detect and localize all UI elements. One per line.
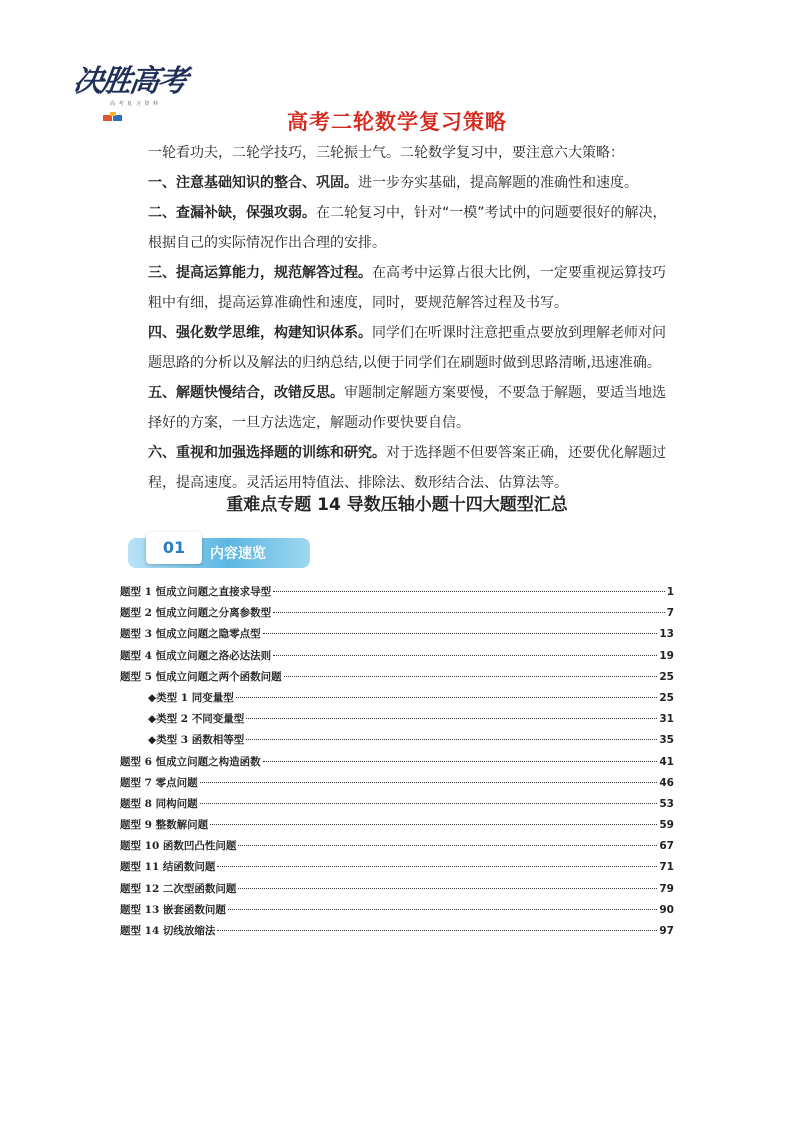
toc-entry-title: ◆类型 1 同变量型 bbox=[148, 691, 234, 704]
toc-entry-title: 题型 3 恒成立问题之隐零点型 bbox=[120, 628, 261, 641]
toc-leader-dots bbox=[273, 655, 657, 656]
toc-leader-dots bbox=[217, 930, 657, 931]
logo-subtitle: 高 考 复 习 资 料 bbox=[110, 101, 159, 107]
strategy-paragraph bbox=[148, 198, 678, 258]
toc-entry[interactable] bbox=[120, 859, 674, 880]
toc-entry-page: 25 bbox=[659, 670, 674, 683]
section-banner bbox=[128, 532, 310, 570]
strategy-paragraph bbox=[148, 318, 678, 378]
toc-entry[interactable] bbox=[120, 775, 674, 796]
toc-leader-dots bbox=[273, 591, 665, 592]
toc-entry[interactable] bbox=[120, 838, 674, 859]
toc-entry[interactable] bbox=[120, 626, 674, 647]
toc-entry-page: 53 bbox=[659, 797, 674, 810]
toc-entry-title: ◆类型 3 函数相等型 bbox=[148, 734, 245, 747]
strategy-paragraph bbox=[148, 138, 678, 168]
toc-entry[interactable] bbox=[120, 817, 674, 838]
toc-entry[interactable] bbox=[120, 881, 674, 902]
strategy-heading: 五、解题快慢结合，改错反思。 bbox=[148, 385, 344, 401]
toc-entry[interactable] bbox=[120, 732, 674, 753]
strategy-text: 同学们在听课时注意把重点要放到理解老师对问题思路的分析以及解法的归纳总结,以便于同学们在刷题时做到思路清晰,迅速准确。 bbox=[148, 325, 666, 371]
toc-leader-dots bbox=[217, 866, 657, 867]
toc-entry-page: 41 bbox=[659, 755, 674, 768]
toc-entry-title: 题型 1 恒成立问题之直接求导型 bbox=[120, 586, 272, 598]
strategy-heading: 四、强化数学思维，构建知识体系。 bbox=[148, 325, 372, 341]
toc-entry-page: 35 bbox=[659, 734, 674, 747]
strategy-text: 在二轮复习中，针对“一模”考试中的问题要很好的解决，根据自己的实际情况作出合理的安排。 bbox=[148, 205, 667, 251]
strategy-heading: 三、提高运算能力，规范解答过程。 bbox=[148, 265, 372, 281]
toc-entry-page: 31 bbox=[659, 713, 674, 726]
toc-leader-dots bbox=[246, 739, 657, 740]
toc-entry-title: 题型 13 嵌套函数问题 bbox=[120, 903, 226, 916]
toc-leader-dots bbox=[200, 782, 658, 783]
strategy-text: 一轮看功夫，二轮学技巧，三轮振士气。二轮数学复习中，要注意六大策略： bbox=[148, 145, 624, 161]
toc-leader-dots bbox=[200, 803, 658, 804]
banner-number: 01 bbox=[146, 532, 202, 564]
toc-entry-title: 题型 2 恒成立问题之分离参数型 bbox=[120, 607, 272, 620]
strategy-paragraph bbox=[148, 258, 678, 318]
toc-entry-page: 90 bbox=[659, 903, 674, 916]
strategy-paragraph bbox=[148, 378, 678, 438]
toc-entry-page: 13 bbox=[659, 628, 674, 641]
toc-leader-dots bbox=[238, 888, 657, 889]
toc-entry-title: 题型 7 零点问题 bbox=[120, 776, 198, 789]
strategy-text: 审题制定解题方案要慢，不要急于解题，要适当地选择好的方案，一旦方法选定，解题动作要快要自信。 bbox=[148, 385, 666, 431]
topic-title: 重难点专题 14 导数压轴小题十四大题型汇总 bbox=[226, 495, 568, 515]
toc-entry-title: 题型 14 切线放缩法 bbox=[120, 925, 216, 937]
toc-leader-dots bbox=[238, 845, 657, 846]
banner-label: 内容速览 bbox=[210, 546, 266, 562]
toc-entry-title: 题型 5 恒成立问题之两个函数问题 bbox=[120, 670, 282, 683]
toc-entry-page: 46 bbox=[659, 776, 674, 789]
toc-leader-dots bbox=[236, 697, 658, 698]
strategy-heading: 二、查漏补缺，保强攻弱。 bbox=[148, 205, 316, 221]
toc-entry[interactable] bbox=[120, 796, 674, 817]
toc-entry[interactable] bbox=[120, 584, 674, 605]
toc-entry[interactable] bbox=[120, 690, 674, 711]
toc-entry-title: 题型 6 恒成立问题之构造函数 bbox=[120, 755, 261, 768]
toc-entry-page: 79 bbox=[659, 882, 674, 895]
toc-leader-dots bbox=[263, 633, 658, 634]
page-title: 高考二轮数学复习策略 bbox=[287, 110, 507, 134]
toc-entry-page: 25 bbox=[659, 691, 674, 704]
toc-entry-page: 19 bbox=[659, 649, 674, 662]
toc-entry-page: 1 bbox=[666, 586, 674, 598]
strategy-section bbox=[148, 138, 678, 498]
toc-entry-title: 题型 4 恒成立问题之洛必达法则 bbox=[120, 649, 272, 662]
strategy-heading: 一、注意基础知识的整合、巩固。 bbox=[148, 175, 358, 191]
toc-entry-page: 59 bbox=[659, 819, 674, 832]
strategy-heading: 六、重视和加强选择题的训练和研究。 bbox=[148, 445, 386, 461]
strategy-text: 对于选择题不但要答案正确，还要优化解题过程，提高速度。灵活运用特值法、排除法、数形结合法、估算法等。 bbox=[148, 445, 666, 491]
toc-leader-dots bbox=[284, 676, 658, 677]
toc-entry[interactable] bbox=[120, 711, 674, 732]
toc-entry-title: 题型 8 同构问题 bbox=[120, 797, 198, 810]
toc-entry[interactable] bbox=[120, 923, 674, 944]
toc-entry[interactable] bbox=[120, 902, 674, 923]
toc-entry[interactable] bbox=[120, 605, 674, 626]
toc-leader-dots bbox=[228, 909, 657, 910]
toc-entry-title: 题型 12 二次型函数问题 bbox=[120, 882, 237, 895]
toc-leader-dots bbox=[210, 824, 657, 825]
strategy-text: 在高考中运算占很大比例，一定要重视运算技巧粗中有细，提高运算准确性和速度，同时，要规范解答过程及书写。 bbox=[148, 265, 666, 311]
toc-leader-dots bbox=[273, 612, 665, 613]
toc-leader-dots bbox=[263, 761, 658, 762]
toc-entry[interactable] bbox=[120, 669, 674, 690]
toc-entry-title: ◆类型 2 不同变量型 bbox=[148, 713, 245, 726]
strategy-paragraph bbox=[148, 438, 678, 498]
toc-leader-dots bbox=[246, 718, 657, 719]
toc-entry[interactable] bbox=[120, 648, 674, 669]
toc-entry-page: 97 bbox=[659, 925, 674, 937]
toc-entry-page: 71 bbox=[659, 861, 674, 874]
strategy-paragraph bbox=[148, 168, 678, 198]
strategy-text: 进一步夯实基础，提高解题的准确性和速度。 bbox=[358, 175, 638, 191]
toc-entry[interactable] bbox=[120, 754, 674, 775]
toc-entry-title: 题型 9 整数解问题 bbox=[120, 819, 209, 832]
toc-entry-page: 67 bbox=[659, 840, 674, 853]
toc-entry-page: 7 bbox=[666, 607, 674, 620]
toc-entry-title: 题型 10 函数凹凸性问题 bbox=[120, 840, 237, 853]
table-of-contents bbox=[120, 584, 674, 944]
logo-text: 决胜高考 bbox=[71, 64, 188, 99]
toc-entry-title: 题型 11 结函数问题 bbox=[120, 861, 216, 874]
